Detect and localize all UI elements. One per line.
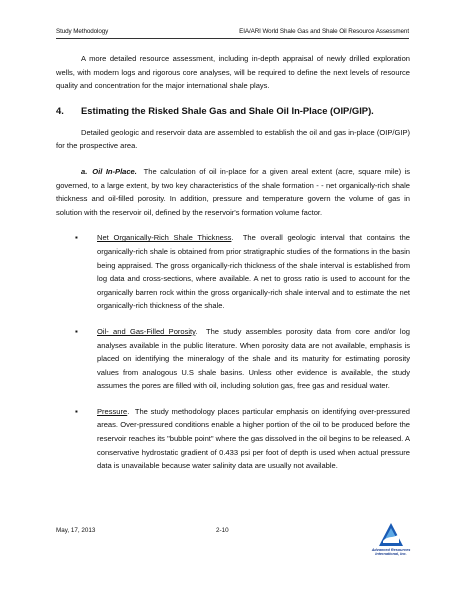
company-logo bbox=[367, 522, 415, 557]
triangle-logo-icon bbox=[378, 522, 404, 548]
subsection-lead bbox=[81, 167, 137, 176]
running-header bbox=[56, 28, 409, 39]
bullet-text: The study assembles porosity data from core and/or log analyses available in the public literature. When porosity data are not available, emphasis is placed on identifying the mineralogy of the shale and its maturity for estimating porosity values from analogous U.S shale basins. Unless other evidence is available, the study assumes the pores are filled with oil, including solution gas, free gas and residual water. bbox=[97, 326, 411, 391]
bullet-icon: ▪ bbox=[75, 406, 78, 416]
bullet-list bbox=[56, 231, 410, 473]
page-number: 2-10 bbox=[216, 527, 229, 534]
footer-date: May, 17, 2013 bbox=[56, 527, 96, 534]
header-left: Study Methodology bbox=[56, 28, 109, 35]
list-item: ▪ Pressure. The study methodology places particular emphasis on identifying over-pressured areas. Over-pressured conditions enable a higher portion of the oil to be produced before the reservoir reaches its "bubble point" where the gas dissolved in the oil begins to be released. A conservative hydrostatic gradient of 0.433 psi per foot of depth is used when actual pressure data is unavailable because water salinity data are usually not available. bbox=[75, 406, 410, 471]
logo-line-2: International, Inc. bbox=[375, 552, 407, 557]
section-intro-paragraph: Detailed geologic and reservoir data are assembled to establish the oil and gas in-place (OIP/GIP) for the prospective area. bbox=[56, 127, 410, 151]
bullet-title: Pressure bbox=[97, 406, 128, 416]
logo-line-1: Advanced Resources bbox=[371, 548, 411, 552]
intro-paragraph: A more detailed resource assessment, including in-depth appraisal of newly drilled exploration wells, with modern logs and rigorous core analyses, will be required to define the next levels of resource quality and concentration for the major international shale plays. bbox=[56, 54, 410, 91]
list-item: ▪ Oil- and Gas-Filled Porosity. The study assembles porosity data from core and/or log analyses available in the public literature. When porosity data are not available, emphasis is placed on identifying the mineralogy of the shale and its maturity for estimating porosity values from analogous U.S shale basins. Unless other evidence is available, the study assumes the pores are filled with oil, including solution gas, free gas and residual water. bbox=[75, 326, 411, 391]
header-right: EIA/ARI World Shale Gas and Shale Oil Resource Assessment bbox=[239, 28, 409, 35]
page-body bbox=[56, 52, 410, 485]
subsection-text: The calculation of oil in-place for a given areal extent (acre, square mile) is governed, to a large extent, by two key characteristics of the shale formation - - net organically-rich shale thickness and oil-filled porosity. In addition, pressure and temperature govern the volume of gas in solution with the reservoir oil, defined by the reservoir's formation volume factor. bbox=[56, 166, 411, 217]
section-number: 4. bbox=[56, 104, 64, 116]
bullet-title: Net Organically-Rich Shale Thickness bbox=[97, 233, 232, 243]
section-heading bbox=[56, 105, 410, 117]
bullet-text: The study methodology places particular emphasis on identifying over-pressured areas. Over-pressured conditions enable a higher portion of the oil to be produced before the reservoir reaches its "bubble point" where the gas dissolved in the oil begins to be released. A conservative hydrostatic gradient of 0.433 psi per foot of depth is used when actual pressure data is unavailable because water salinity data are usually not available. bbox=[97, 406, 410, 471]
list-item: ▪ Net Organically-Rich Shale Thickness. The overall geologic interval that contains the organically-rich shale is obtained from prior stratigraphic studies of the formations in the basin being appraised. The gross organically-rich thickness of the shale interval is established from log data and cross-sections, where available. A net to gross ratio is used to account for the organically barren rock within the gross organically-rich shale interval and to estimate the net organically-rich thickness of the shale. bbox=[75, 233, 410, 311]
subsection-title: Oil In-Place. bbox=[92, 166, 137, 176]
subsection-letter: a. bbox=[81, 166, 88, 176]
bullet-text: The overall geologic interval that contains the organically-rich shale is obtained from prior stratigraphic studies of the formations in the basin being appraised. The gross organically-rich thickness of the shale interval is established from log data and cross-sections, where available. A net to gross ratio is used to account for the organically barren rock within the gross organically-rich shale interval and to estimate the net organically-rich thickness of the shale. bbox=[97, 233, 410, 311]
bullet-icon: ▪ bbox=[75, 326, 78, 336]
section-title: Estimating the Risked Shale Gas and Shale Oil In-Place (OIP/GIP). bbox=[81, 104, 374, 116]
oil-in-place-paragraph bbox=[56, 165, 410, 219]
bullet-icon: ▪ bbox=[75, 233, 78, 243]
bullet-title: Oil- and Gas-Filled Porosity bbox=[97, 326, 196, 336]
